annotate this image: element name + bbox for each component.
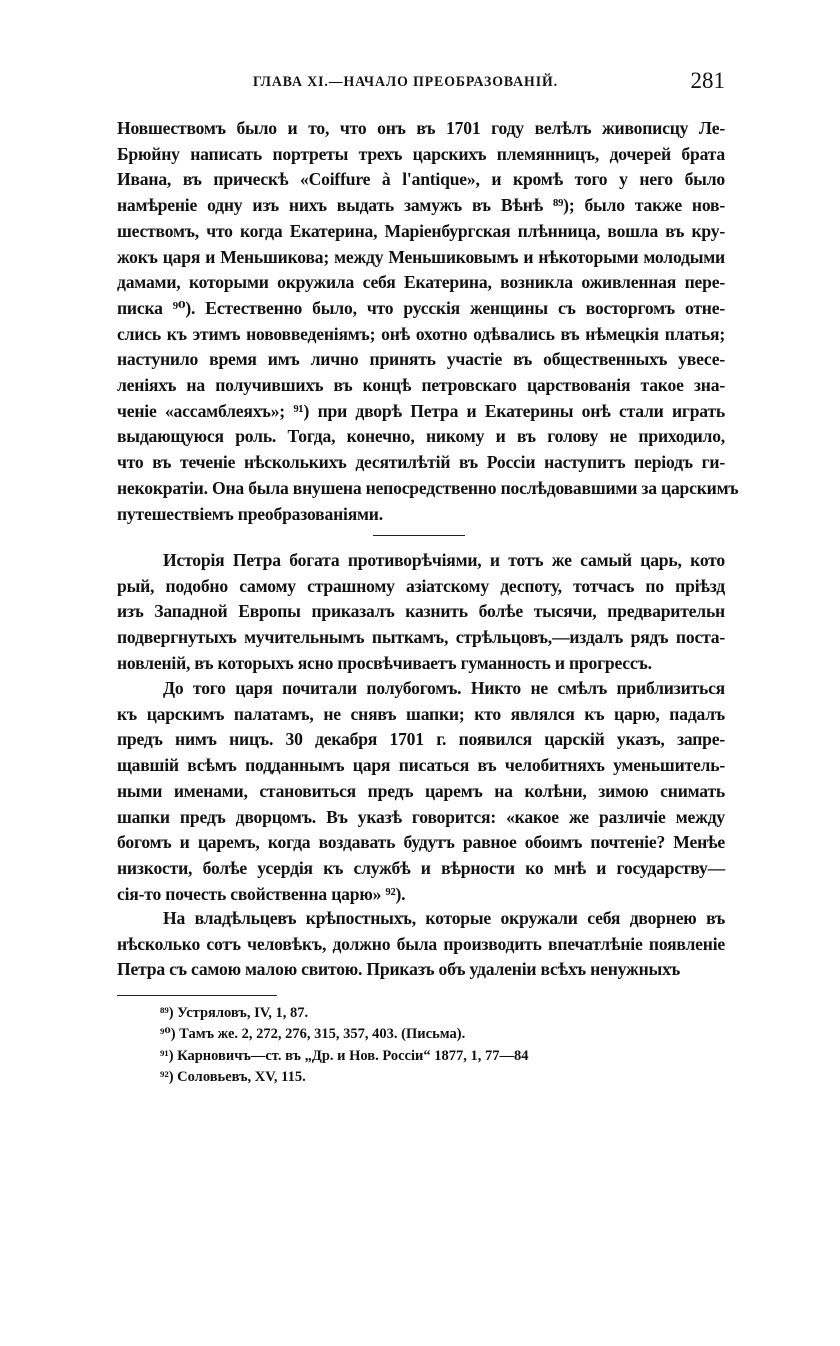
text-line: шествомъ, что когда Екатерина, Маріенбургская плѣнница, вошла въ кру-: [117, 220, 725, 241]
text-line: некократіи. Она была внушена непосредственно послѣдовавшими за царскимъ: [117, 477, 739, 498]
text-line: шапки предъ дворцомъ. Въ указѣ говорится: «какое же различіе между: [117, 806, 725, 827]
text-line: низкости, болѣе усердія къ службѣ и вѣрности ко мнѣ и государству—: [117, 857, 725, 878]
text-line: рый, подобно самому страшному азіатскому деспоту, тотчасъ по пріѣзд: [117, 575, 725, 596]
text-line: Исторія Петра богата противорѣчіями, и тотъ же самый царь, кото: [163, 550, 725, 570]
footnote-rule: [117, 995, 277, 996]
footnote: ⁸⁹) Устряловъ, IV, 1, 87.: [160, 1005, 309, 1021]
page-number: 281: [690, 68, 725, 93]
text-line: предъ нимъ ницъ. 30 декабря 1701 г. появился царскій указъ, запре-: [117, 729, 725, 750]
text-line: Новшествомъ было и то, что онъ въ 1701 году велѣлъ живописцу Ле-: [117, 118, 725, 138]
text-line: леніяхъ на получившихъ въ концѣ петровскаго царствованія такое зна-: [117, 375, 725, 395]
text-line: путешествіемъ преобразованіями.: [117, 503, 383, 524]
text-line: ными именами, становиться предъ царемъ на колѣни, зимою снимать: [117, 780, 725, 801]
text-line: сія-то почесть свойственна царю» ⁹²).: [117, 883, 406, 904]
text-line: Брюйну написать портреты трехъ царскихъ племянницъ, дочерей брата: [117, 143, 725, 164]
text-line: До того царя почитали полубогомъ. Никто не смѣлъ приблизиться: [163, 678, 725, 698]
text-line: къ царскимъ палатамъ, не снявъ шапки; кто являлся къ царю, падалъ: [117, 703, 725, 724]
text-line: изъ Западной Европы приказалъ казнить болѣе тысячи, предварительн: [117, 601, 725, 622]
text-line: выдающуюся роль. Тогда, конечно, никому и въ голову не приходило,: [117, 426, 725, 447]
footnote: ⁹⁰) Тамъ же. 2, 272, 276, 315, 357, 403. (Письма).: [160, 1026, 466, 1043]
text-line: настунило время имъ лично принять участіе въ общественныхъ увесе-: [117, 349, 725, 370]
text-line: новленій, въ которыхъ ясно просвѣчиваетъ гуманность и прогрессъ.: [117, 652, 652, 673]
text-line: Петра съ самою малою свитою. Приказъ объ удаленіи всѣхъ ненужныхъ: [117, 959, 681, 980]
page-header: [117, 68, 725, 94]
text-line: что въ теченіе нѣсколькихъ десятилѣтій въ Россіи наступитъ періодъ ги-: [117, 452, 725, 473]
footnote: ⁹¹) Карновичъ—ст. въ „Др. и Нов. Россіи“ 1877, 1, 77—84: [160, 1047, 529, 1064]
text-line: Ивана, въ прическѣ «Coiffure à l'antique», и кромѣ того у него было: [117, 169, 725, 190]
footnote: ⁹²) Соловьевъ, XV, 115.: [160, 1068, 306, 1085]
text-line: намѣреніе одну изъ нихъ выдать замужъ въ Вѣнѣ ⁸⁹); было также нов-: [117, 195, 725, 216]
text-line: слись къ этимъ нововведеніямъ; онѣ охотно одѣвались въ нѣмецкія платья;: [117, 323, 725, 344]
text-line: нѣсколько сотъ человѣкъ, должно была производить впечатлѣніе появленіе: [117, 933, 725, 954]
text-line: жокъ царя и Меньшикова; между Меньшиковымъ и нѣкоторыми молодыми: [117, 246, 725, 267]
running-title: ГЛАВА XI.—НАЧАЛО ПРЕОБРАЗОВАНІЙ.: [253, 74, 559, 90]
section-divider: [373, 535, 465, 536]
text-line: богомъ и царемъ, когда воздавать будутъ равное обоимъ почтеніе? Менѣе: [117, 832, 725, 853]
text-line: писка ⁹⁰). Естественно было, что русскія женщины съ восторгомъ отне-: [117, 297, 725, 318]
text-line: дамами, которыми окружила себя Екатерина, возникла оживленная пере-: [117, 272, 725, 293]
text-line: щавшій всѣмъ подданнымъ царя писаться въ челобитняхъ уменьшитель-: [117, 755, 725, 776]
text-line: На владѣльцевъ крѣпостныхъ, которые окружали себя дворнею въ: [163, 908, 725, 928]
text-line: подвергнутыхъ мучительнымъ пыткамъ, стрѣльцовъ,—издалъ рядъ поста-: [117, 627, 725, 648]
text-line: ченіе «ассамблеяхъ»; ⁹¹) при дворѣ Петра и Екатерины онѣ стали играть: [117, 400, 725, 421]
